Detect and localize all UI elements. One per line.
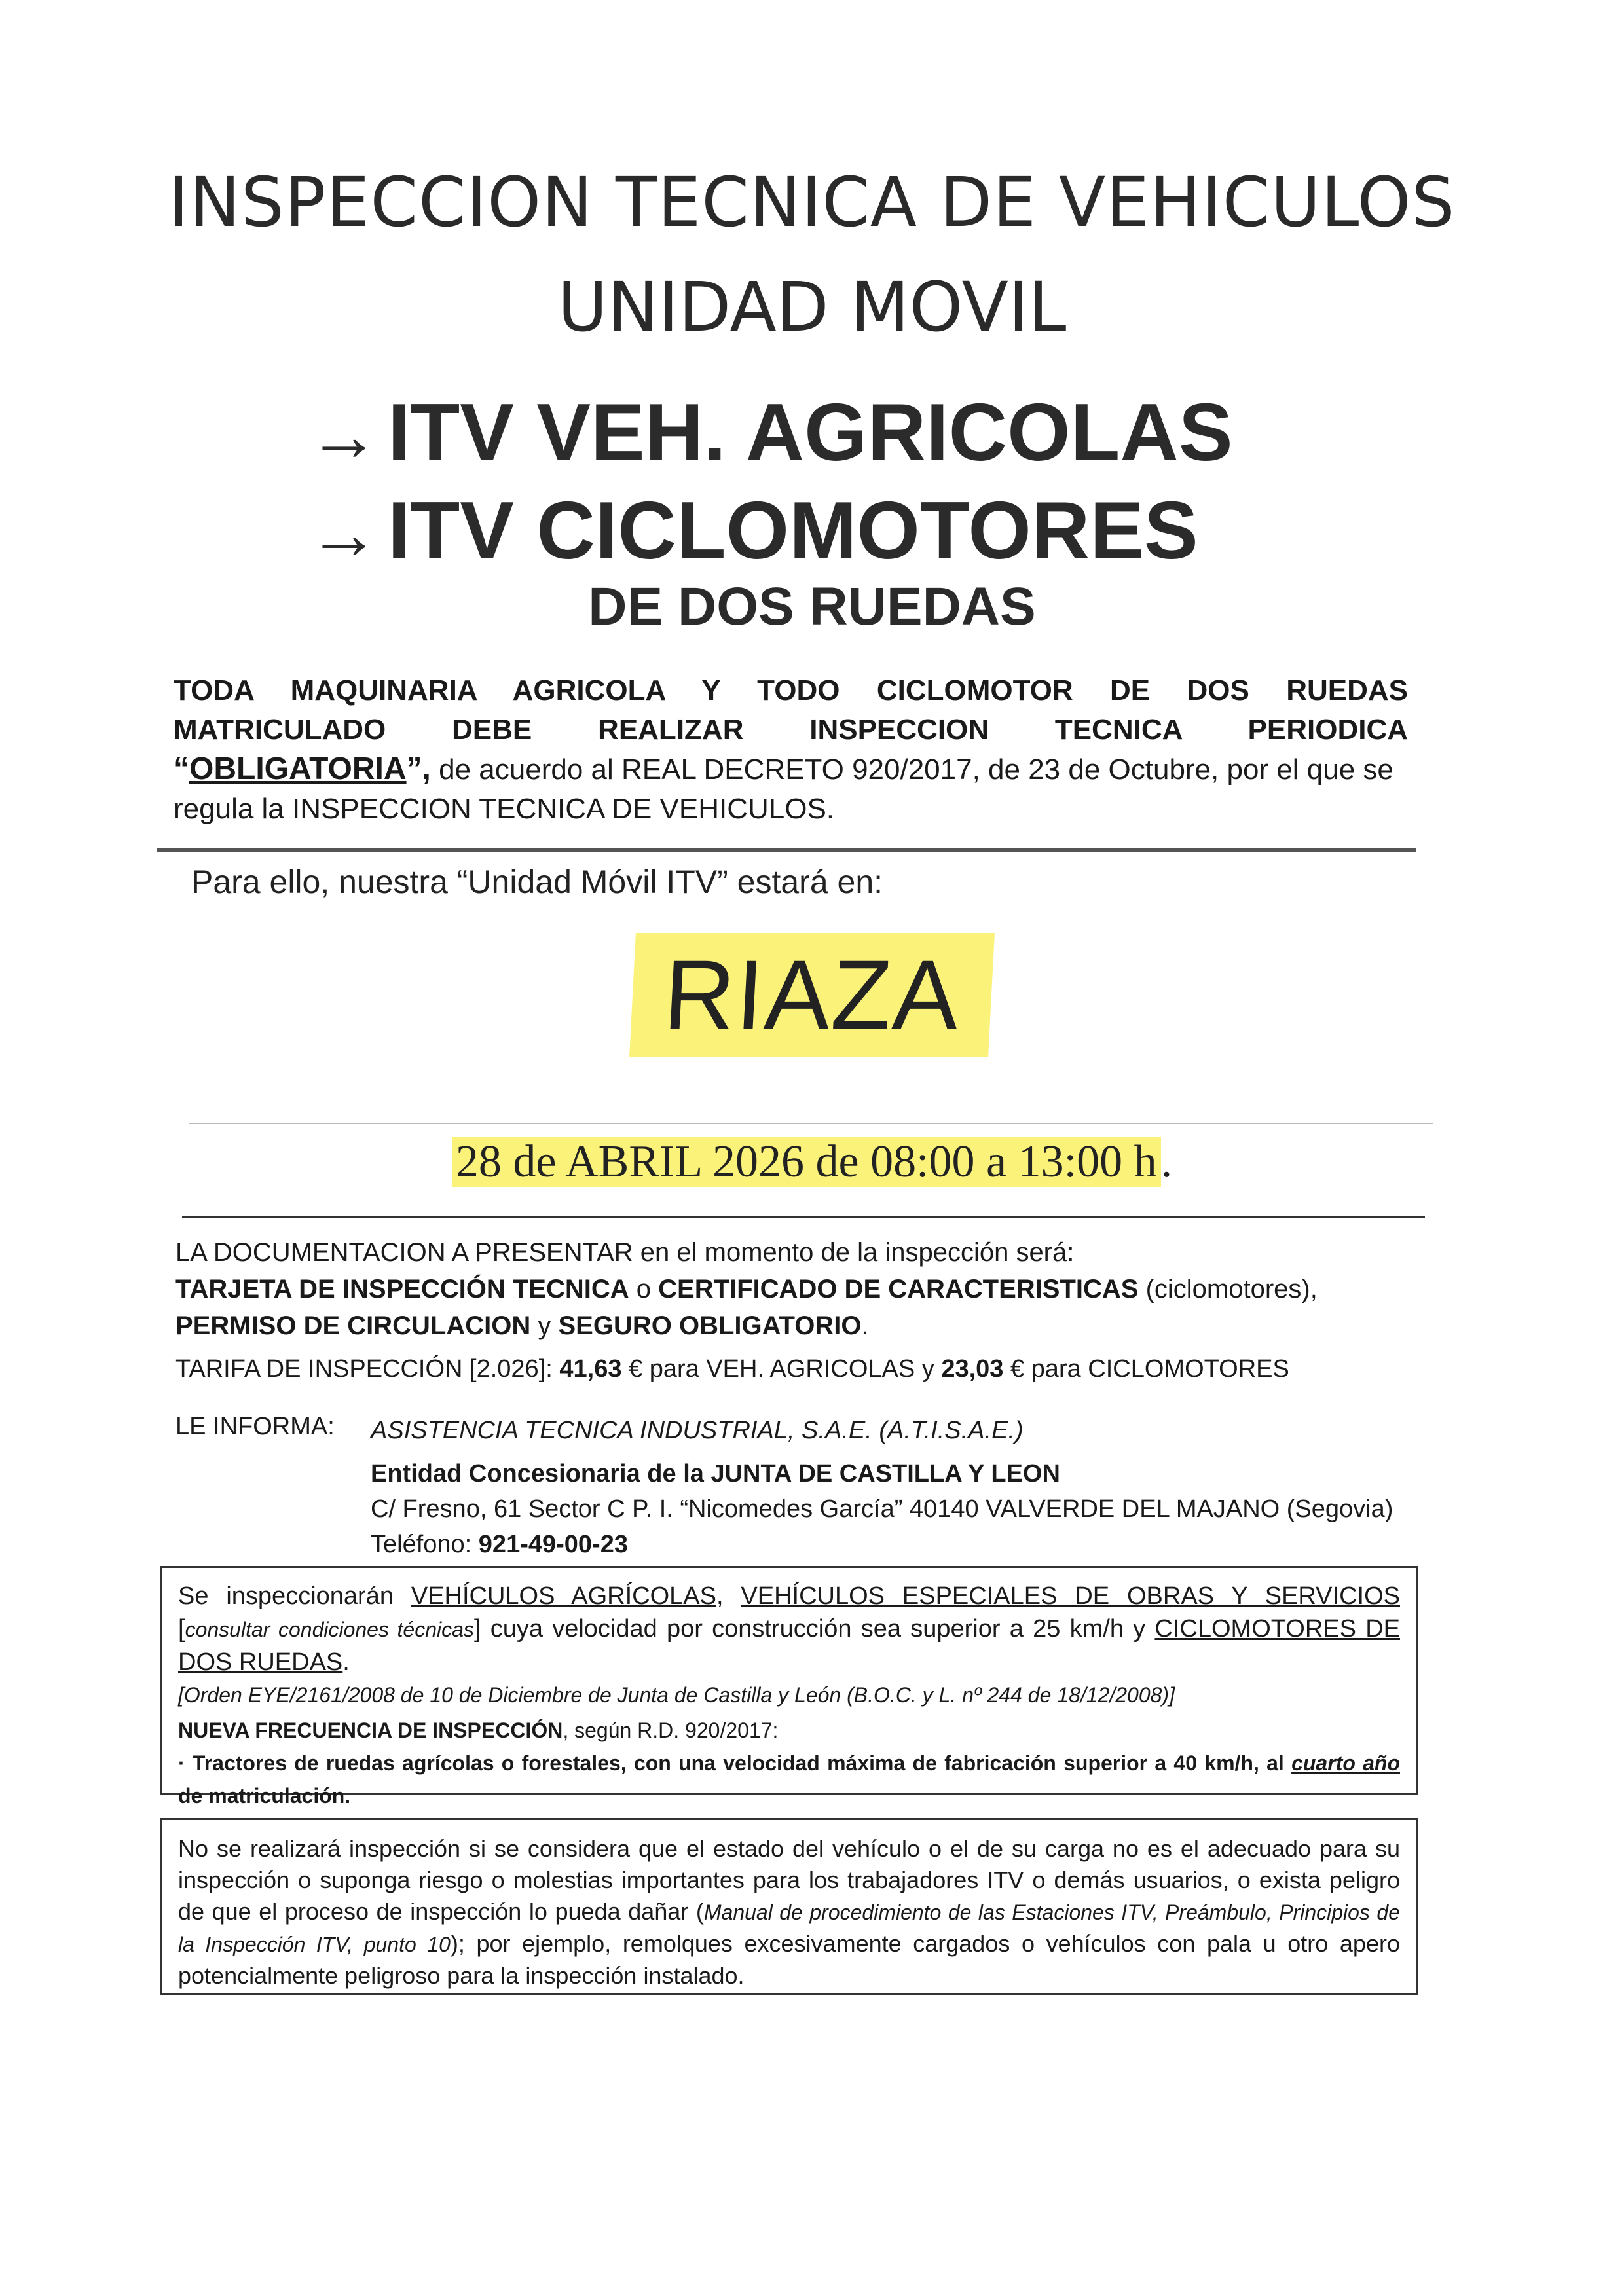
informa-label: LE INFORMA: (175, 1413, 335, 1440)
obligatoria-word: OBLIGATORIA (189, 752, 407, 786)
frequency-line: NUEVA FRECUENCIA DE INSPECCIÓN, según R.D. 920/2017: (178, 1719, 779, 1742)
place-name: RIAZA (629, 933, 995, 1057)
title-line-2: UNIDAD MOVIL (557, 267, 1067, 347)
phone-line: Teléfono: 921-49-00-23 (371, 1531, 628, 1558)
date-end: . (1160, 1137, 1173, 1187)
intro-row-3-rest: de acuerdo al REAL DECRETO 920/2017, de 23 de Octubre, por el que se (430, 754, 1393, 786)
phone-number: 921-49-00-23 (478, 1531, 628, 1558)
intro-paragraph (174, 671, 1408, 829)
vehicles-info-box (160, 1566, 1418, 1808)
informa-block (371, 1413, 1393, 1562)
documents-row-1: TARJETA DE INSPECCIÓN TECNICA o CERTIFICADO DE CARACTERISTICAS (ciclomotores), (175, 1275, 1318, 1303)
arrow-right-icon: → (308, 494, 380, 574)
place-container (0, 933, 1624, 1057)
doc-permiso: PERMISO DE CIRCULACION (175, 1311, 531, 1340)
tarifa-price-agricolas: 41,63 (559, 1355, 622, 1383)
intro-row-3 (174, 750, 1408, 790)
headline-agricolas (308, 386, 1233, 479)
vehicles-paragraph: Se inspeccionarán VEHÍCULOS AGRÍCOLAS, VEHÍCULOS ESPECIALES DE OBRAS Y SERVICIOS [consultar condiciones técnicas] cuya velocidad por construcción sea superior a 25 km/h y CICLOMOTORES DE DOS RUEDAS. (178, 1582, 1401, 1676)
headline-ciclomotores-text: ITV CICLOMOTORES (388, 486, 1198, 576)
arrow-right-icon: → (308, 395, 380, 476)
date-line (0, 1136, 1624, 1188)
date-highlight: 28 de ABRIL 2026 de 08:00 a 13:00 h (452, 1137, 1161, 1187)
order-reference: [Orden EYE/2161/2008 de 10 de Diciembre de Junta de Castilla y León (B.O.C. y L. nº 244 de 18/12/2008)] (178, 1683, 1175, 1707)
no-inspection-box (160, 1818, 1418, 1995)
doc-tarjeta: TARJETA DE INSPECCIÓN TECNICA (175, 1275, 629, 1303)
doc-certificado: CERTIFICADO DE CARACTERISTICAS (658, 1275, 1139, 1303)
address-line: C/ Fresno, 61 Sector C P. I. “Nicomedes García” 40140 VALVERDE DEL MAJANO (Segovia) (371, 1495, 1393, 1523)
entity-line: Entidad Concesionaria de la JUNTA DE CASTILLA Y LEON (371, 1460, 1060, 1487)
documents-lead: LA DOCUMENTACION A PRESENTAR en el momento de la inspección será: (175, 1238, 1075, 1267)
divider-top (157, 848, 1416, 852)
divider-thin (189, 1123, 1433, 1124)
tarifa-price-ciclomotores: 23,03 (941, 1355, 1004, 1383)
frequency-bullet: · Tractores de ruedas agrícolas o forestales, con una velocidad máxima de fabricación superior a 40 km/h, al cuarto año de matriculación. (178, 1751, 1401, 1808)
intro-row-4: regula la INSPECCION TECNICA DE VEHICULOS. (174, 793, 835, 825)
oblig-open-quote: “ (174, 752, 189, 786)
no-inspection-paragraph: No se realizará inspección si se considera que el estado del vehículo o el de su carga no es el adecuado para su inspección o suponga riesgo o molestias importantes para los trabajadores ITV o demás usuarios, o exista peligro de que el proceso de inspección lo pueda dañar (Manual de procedimiento de las Estaciones ITV, Preámbulo, Principios de la Inspección ITV, punto 10); por ejemplo, remolques excesivamente cargados o vehículos con pala u otro apero potencialmente peligroso para la inspección instalado. (178, 1835, 1401, 1989)
doc-seguro: SEGURO OBLIGATORIO (558, 1311, 862, 1340)
company-name: ASISTENCIA TECNICA INDUSTRIAL, S.A.E. (A.T.I.S.A.E.) (371, 1417, 1024, 1444)
headline-ciclomotores (308, 484, 1198, 577)
intro-row-1: TODA MAQUINARIA AGRICOLA Y TODO CICLOMOTOR DE DOS RUEDAS (174, 674, 1408, 706)
headline-dos-ruedas: DE DOS RUEDAS (588, 577, 1036, 636)
oblig-close-quote: ”, (406, 752, 431, 786)
headline-agricolas-text: ITV VEH. AGRICOLAS (388, 388, 1233, 478)
divider-date (182, 1216, 1425, 1218)
tarifa-line: TARIFA DE INSPECCIÓN [2.026]: 41,63 € para VEH. AGRICOLAS y 23,03 € para CICLOMOTORES (175, 1355, 1289, 1383)
documents-section (175, 1234, 1420, 1344)
location-lead: Para ello, nuestra “Unidad Móvil ITV” estará en: (191, 864, 883, 900)
documents-row-2: PERMISO DE CIRCULACION y SEGURO OBLIGATORIO. (175, 1311, 869, 1340)
title-line-1: INSPECCION TECNICA DE VEHICULOS (168, 162, 1456, 242)
intro-row-2: MATRICULADO DEBE REALIZAR INSPECCION TECNICA PERIODICA (174, 714, 1408, 746)
